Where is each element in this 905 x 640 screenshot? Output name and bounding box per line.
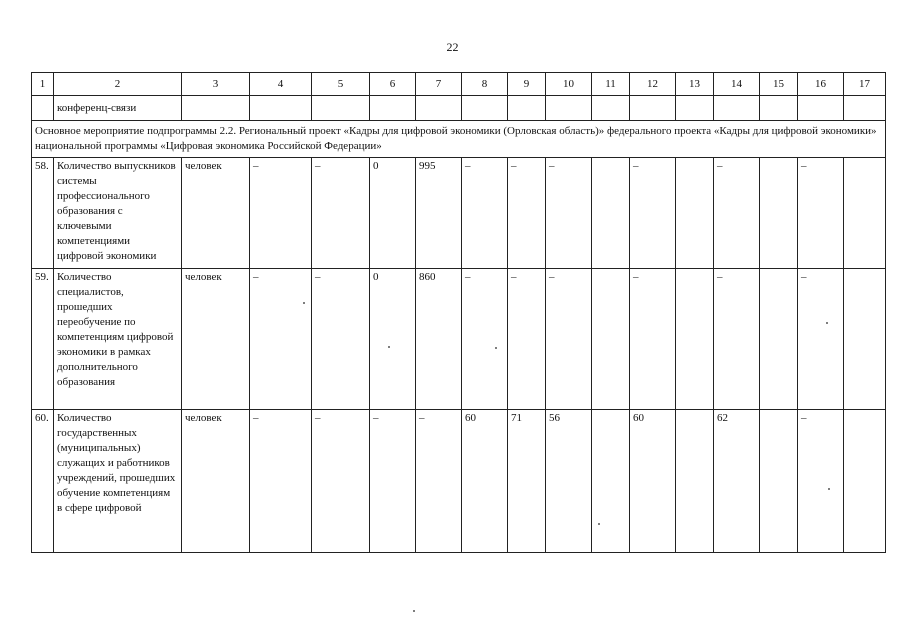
column-number: 6	[370, 73, 416, 96]
value-cell: –	[312, 269, 370, 410]
column-number: 5	[312, 73, 370, 96]
table-cell	[462, 96, 508, 121]
value-cell: –	[462, 158, 508, 269]
value-cell	[676, 158, 714, 269]
column-number: 1	[32, 73, 54, 96]
scan-speck	[303, 302, 305, 304]
value-cell: 0	[370, 158, 416, 269]
column-number: 17	[844, 73, 886, 96]
table-cell	[32, 96, 54, 121]
value-cell: 860	[416, 269, 462, 410]
value-cell: –	[546, 269, 592, 410]
value-cell: 60	[462, 410, 508, 553]
value-cell: –	[250, 410, 312, 553]
column-number: 14	[714, 73, 760, 96]
column-number: 15	[760, 73, 798, 96]
table-cell	[546, 96, 592, 121]
table-row	[32, 269, 886, 410]
section-row	[32, 121, 886, 158]
value-cell: 56	[546, 410, 592, 553]
row-number: 59.	[32, 269, 54, 410]
value-cell: –	[370, 410, 416, 553]
value-cell	[676, 269, 714, 410]
page-number: 22	[446, 40, 459, 54]
value-cell: –	[630, 269, 676, 410]
value-cell: 995	[416, 158, 462, 269]
column-number: 8	[462, 73, 508, 96]
table-cell	[676, 96, 714, 121]
table-cell	[798, 96, 844, 121]
value-cell	[592, 410, 630, 553]
value-cell: –	[714, 158, 760, 269]
indicator-name: Количество специалистов, прошедших переобучение по компетенциям цифровой экономики в рамках дополнительного образования	[54, 269, 182, 410]
value-cell	[592, 269, 630, 410]
value-cell: –	[462, 269, 508, 410]
row-number: 60.	[32, 410, 54, 553]
value-cell: –	[508, 158, 546, 269]
indicator-name: Количество государственных (муниципальных) служащих и работников учреждений, прошедших обучение компетенциям в сфере цифровой	[54, 410, 182, 553]
table-cell	[844, 96, 886, 121]
column-number: 11	[592, 73, 630, 96]
value-cell: –	[250, 269, 312, 410]
column-number: 7	[416, 73, 462, 96]
section-heading: Основное мероприятие подпрограммы 2.2. Региональный проект «Кадры для цифровой экономики (Орловская область)» федерального проекта «Кадры для цифровой экономики» национальной программы «Цифровая экономика Российской Федерации»	[32, 121, 886, 158]
value-cell: –	[250, 158, 312, 269]
continued-row	[32, 96, 886, 121]
column-numbers-row	[32, 73, 886, 96]
value-cell: –	[798, 410, 844, 553]
scan-speck	[495, 347, 497, 349]
value-cell: 0	[370, 269, 416, 410]
table-cell	[250, 96, 312, 121]
table-cell	[760, 96, 798, 121]
column-number: 16	[798, 73, 844, 96]
value-cell: –	[508, 269, 546, 410]
unit-cell: человек	[182, 269, 250, 410]
unit-cell: человек	[182, 158, 250, 269]
column-number: 13	[676, 73, 714, 96]
table-cell	[592, 96, 630, 121]
table-cell	[370, 96, 416, 121]
value-cell	[844, 158, 886, 269]
scan-speck	[826, 322, 828, 324]
table-cell	[312, 96, 370, 121]
value-cell: –	[312, 158, 370, 269]
continued-text: конференц-связи	[54, 96, 182, 121]
value-cell: –	[630, 158, 676, 269]
value-cell	[676, 410, 714, 553]
column-number: 9	[508, 73, 546, 96]
table-row	[32, 410, 886, 553]
value-cell	[760, 158, 798, 269]
table-cell	[416, 96, 462, 121]
value-cell	[592, 158, 630, 269]
indicator-name: Количество выпускников системы профессионального образования с ключевыми компетенциями цифровой экономики	[54, 158, 182, 269]
table-cell	[508, 96, 546, 121]
scan-speck	[828, 488, 830, 490]
value-cell: 60	[630, 410, 676, 553]
value-cell: –	[416, 410, 462, 553]
scan-speck	[598, 523, 600, 525]
value-cell: –	[798, 158, 844, 269]
value-cell: 71	[508, 410, 546, 553]
table-row	[32, 158, 886, 269]
table-cell	[182, 96, 250, 121]
column-number: 4	[250, 73, 312, 96]
column-number: 10	[546, 73, 592, 96]
scan-speck	[388, 346, 390, 348]
column-number: 2	[54, 73, 182, 96]
column-number: 3	[182, 73, 250, 96]
table-cell	[630, 96, 676, 121]
row-number: 58.	[32, 158, 54, 269]
indicators-table	[31, 72, 886, 553]
value-cell	[760, 269, 798, 410]
value-cell	[760, 410, 798, 553]
value-cell	[844, 269, 886, 410]
value-cell	[844, 410, 886, 553]
value-cell: –	[312, 410, 370, 553]
column-number: 12	[630, 73, 676, 96]
value-cell: –	[714, 269, 760, 410]
scan-speck	[413, 610, 415, 612]
value-cell: –	[798, 269, 844, 410]
unit-cell: человек	[182, 410, 250, 553]
value-cell: 62	[714, 410, 760, 553]
table-cell	[714, 96, 760, 121]
value-cell: –	[546, 158, 592, 269]
